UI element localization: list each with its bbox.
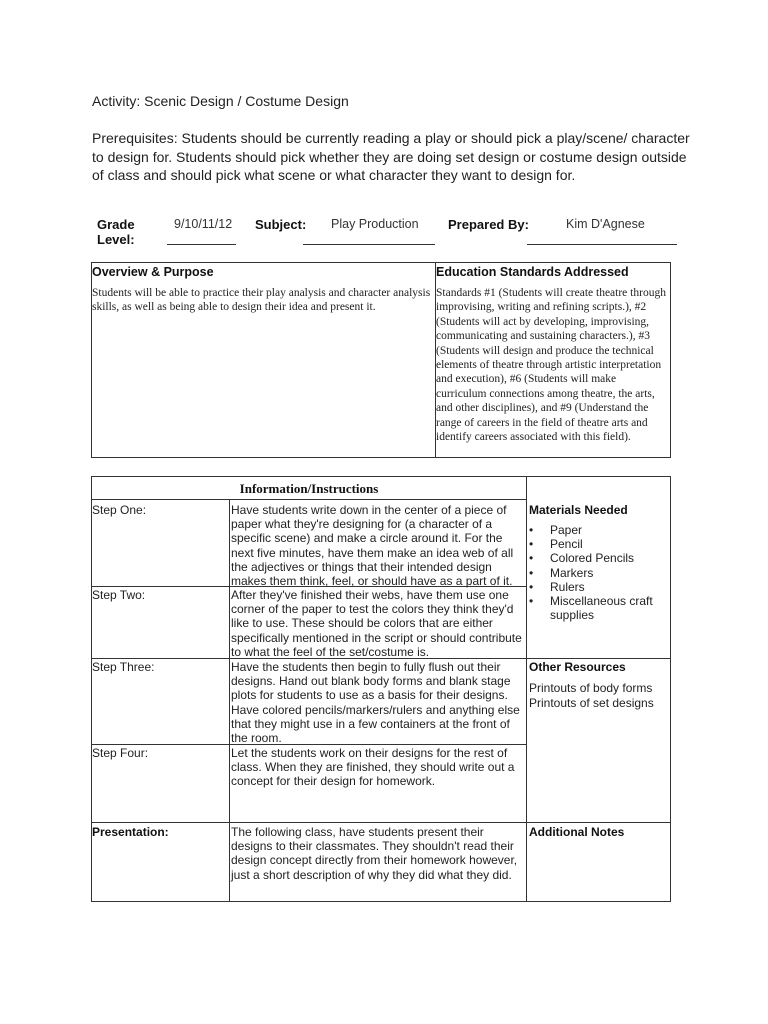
step-one-label: Step One:	[92, 503, 147, 517]
list-item: • Rulers	[529, 579, 585, 594]
subject-label: Subject:	[255, 217, 307, 232]
additional-notes-heading: Additional Notes	[529, 825, 625, 839]
step-two-text: After they've finished their webs, have them use one corner of the paper to test the colors they think they'd like to use. These should be colors that are either specifically mentioned in the script or should contribute to what the feel of the set/costume is.	[231, 588, 522, 659]
grade-level-label-line2: Level:	[97, 232, 135, 247]
bullet-icon: •	[529, 551, 534, 566]
bullet-icon: •	[529, 594, 534, 609]
grade-level-value: 9/10/11/12	[174, 217, 233, 231]
step-one-text: Have students write down in the center of a piece of paper what they're designing for (a character of a specific scene) and make a circle around it. For the next five minutes, have them make an idea web of all the adjectives or things that their intended design makes them think, feel, or should have as a part of it.	[231, 503, 514, 589]
prepared-by-value: Kim D'Agnese	[566, 217, 645, 231]
list-item: • Colored Pencils	[529, 551, 635, 566]
prepared-by-underline	[527, 244, 677, 245]
step-four-label: Step Four:	[92, 746, 149, 760]
bullet-icon: •	[529, 523, 534, 537]
subject-value: Play Production	[331, 217, 419, 231]
row-divider-4	[92, 822, 670, 823]
bullet-icon: •	[529, 579, 534, 594]
subject-underline	[303, 244, 435, 245]
activity-title: Activity: Scenic Design / Costume Design	[92, 93, 349, 109]
standards-heading: Education Standards Addressed	[436, 265, 629, 279]
materials-heading: Materials Needed	[529, 503, 628, 517]
title-row-divider	[92, 499, 526, 500]
prerequisites-paragraph: Prerequisites: Students should be currently reading a play or should pick a play/scene/ character to design for. Students should pick whether they are doing set design or costume design outside of class and should pick what scene or what character they want to design for.	[92, 130, 690, 183]
other-resource-item-1: Printouts of body forms	[529, 681, 653, 695]
list-item: • Pencil	[529, 537, 583, 552]
grade-level-label-line1: Grade	[97, 217, 135, 232]
standards-text: Standards #1 (Students will create theatre through improvising, writing and refining scripts.), #2 (Students will act by developing, improvising, communicating and sustaining characters.), #3 (Students will design and produce the technical elements of theatre through artistic interpretation and execution), #6 (Students will make curriculum connections among theatre, the arts, and other disciplines), and #9 (Understand the range of careers in the field of theatre arts and identify careers associated with this field).	[436, 287, 666, 444]
side-column-divider	[526, 477, 527, 901]
instructions-table	[91, 476, 671, 902]
grade-underline	[167, 244, 236, 245]
bullet-icon: •	[529, 537, 534, 552]
list-item: • Miscellaneous craft supplies	[529, 594, 653, 623]
prepared-by-label: Prepared By:	[448, 217, 529, 232]
label-column-divider	[229, 499, 230, 901]
other-resource-item-2: Printouts of set designs	[529, 696, 654, 710]
overview-text: Students will be able to practice their play analysis and character analysis skills, as well as being able to design their idea and present it.	[92, 287, 431, 314]
other-resources-heading: Other Resources	[529, 660, 626, 674]
overview-heading: Overview & Purpose	[92, 265, 214, 279]
step-two-label: Step Two:	[92, 588, 146, 602]
presentation-text: The following class, have students present their designs to their classmates. They shouldn't read their design concept directly from their homework however, just a short description of why they did what they did.	[231, 825, 518, 882]
step-three-label: Step Three:	[92, 660, 155, 674]
list-item: • Paper	[529, 523, 583, 537]
instructions-title: Information/Instructions	[239, 481, 379, 496]
list-item: • Markers	[529, 565, 594, 580]
materials-list	[529, 523, 668, 622]
presentation-label: Presentation:	[92, 825, 169, 839]
step-four-text: Let the students work on their designs for the rest of class. When they are finished, they should write out a concept for their design for homework.	[231, 746, 515, 789]
overview-standards-table	[91, 262, 671, 458]
bullet-icon: •	[529, 565, 534, 580]
step-three-text: Have the students then begin to fully flush out their designs. Hand out blank body forms and blank stage plots for students to use as a basis for their designs. Have colored pencils/markers/rulers and anything else that they might use in a few containers at the front of the room.	[231, 660, 520, 746]
